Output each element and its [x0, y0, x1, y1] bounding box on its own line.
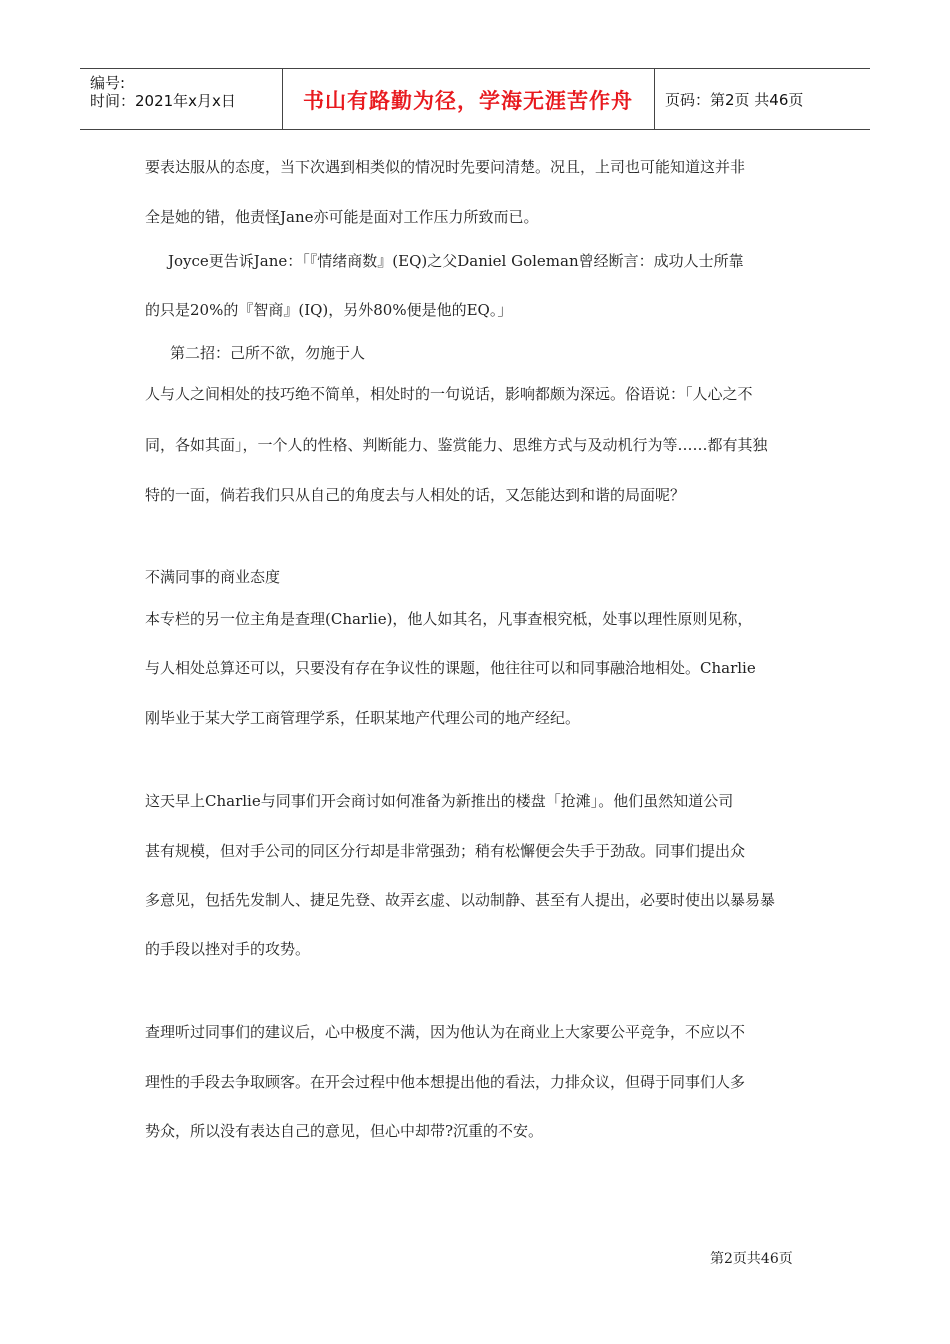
body-line: 要表达服从的态度，当下次遇到相类似的情况时先要问清楚。况且，上司也可能知道这并非: [145, 158, 746, 176]
body-line: Joyce更告诉Jane：「『情绪商数』(EQ)之父Daniel Goleman曾经断言：成功人士所靠: [168, 252, 744, 270]
document-number-label: 编号:: [90, 74, 126, 92]
body-line: 人与人之间相处的技巧绝不简单，相处时的一句说话，影响都颇为深远。俗语说：「人心之不: [145, 385, 753, 403]
section-heading: 不满同事的商业态度: [145, 568, 281, 586]
body-line: 甚有规模，但对手公司的同区分行却是非常强劲；稍有松懈便会失手于劲敌。同事们提出众: [145, 842, 746, 860]
body-line: 本专栏的另一位主角是查理(Charlie)，他人如其名，凡事查根究柢，处事以理性原则见称，: [145, 610, 753, 628]
body-line: 理性的手段去争取顾客。在开会过程中他本想提出他的看法，力排众议，但碍于同事们人多: [145, 1073, 746, 1091]
header-page-cell: [654, 69, 870, 129]
header-motto-cell: [282, 69, 655, 129]
header-info-cell: [80, 69, 283, 129]
page-footer-number: 第2页共46页: [710, 1251, 793, 1267]
header-motto: 书山有路勤为径，学海无涯苦作舟: [303, 89, 633, 113]
page-header: [80, 68, 870, 130]
body-line: 与人相处总算还可以，只要没有存在争议性的课题，他往往可以和同事融洽地相处。Charlie: [145, 659, 756, 677]
body-line: 的手段以挫对手的攻势。: [145, 940, 311, 958]
body-line: 的只是20%的『智商』(IQ)，另外80%便是他的EQ。」: [145, 301, 513, 319]
body-line: 同，各如其面」，一个人的性格、判断能力、鉴赏能力、思维方式与及动机行为等……都有其独: [145, 436, 768, 454]
document-time-label: 时间：2021年x月x日: [90, 92, 236, 110]
body-line: 多意见，包括先发制人、捷足先登、故弄玄虚、以动制静、甚至有人提出，必要时使出以暴易暴: [145, 891, 776, 909]
body-line: 这天早上Charlie与同事们开会商讨如何准备为新推出的楼盘「抢滩」。他们虽然知道公司: [145, 792, 734, 810]
header-page-number: 页码：第2页 共46页: [665, 91, 804, 109]
body-line: 查理听过同事们的建议后，心中极度不满，因为他认为在商业上大家要公平竞争，不应以不: [145, 1023, 746, 1041]
body-line: 势众，所以没有表达自己的意见，但心中却带?沉重的不安。: [145, 1122, 544, 1140]
body-line: 特的一面，倘若我们只从自己的角度去与人相处的话，又怎能达到和谐的局面呢？: [145, 486, 686, 504]
section-heading: 第二招：己所不欲，勿施于人: [170, 344, 366, 362]
body-line: 全是她的错，他责怪Jane亦可能是面对工作压力所致而已。: [145, 208, 539, 226]
body-line: 刚毕业于某大学工商管理学系，任职某地产代理公司的地产经纪。: [145, 709, 581, 727]
